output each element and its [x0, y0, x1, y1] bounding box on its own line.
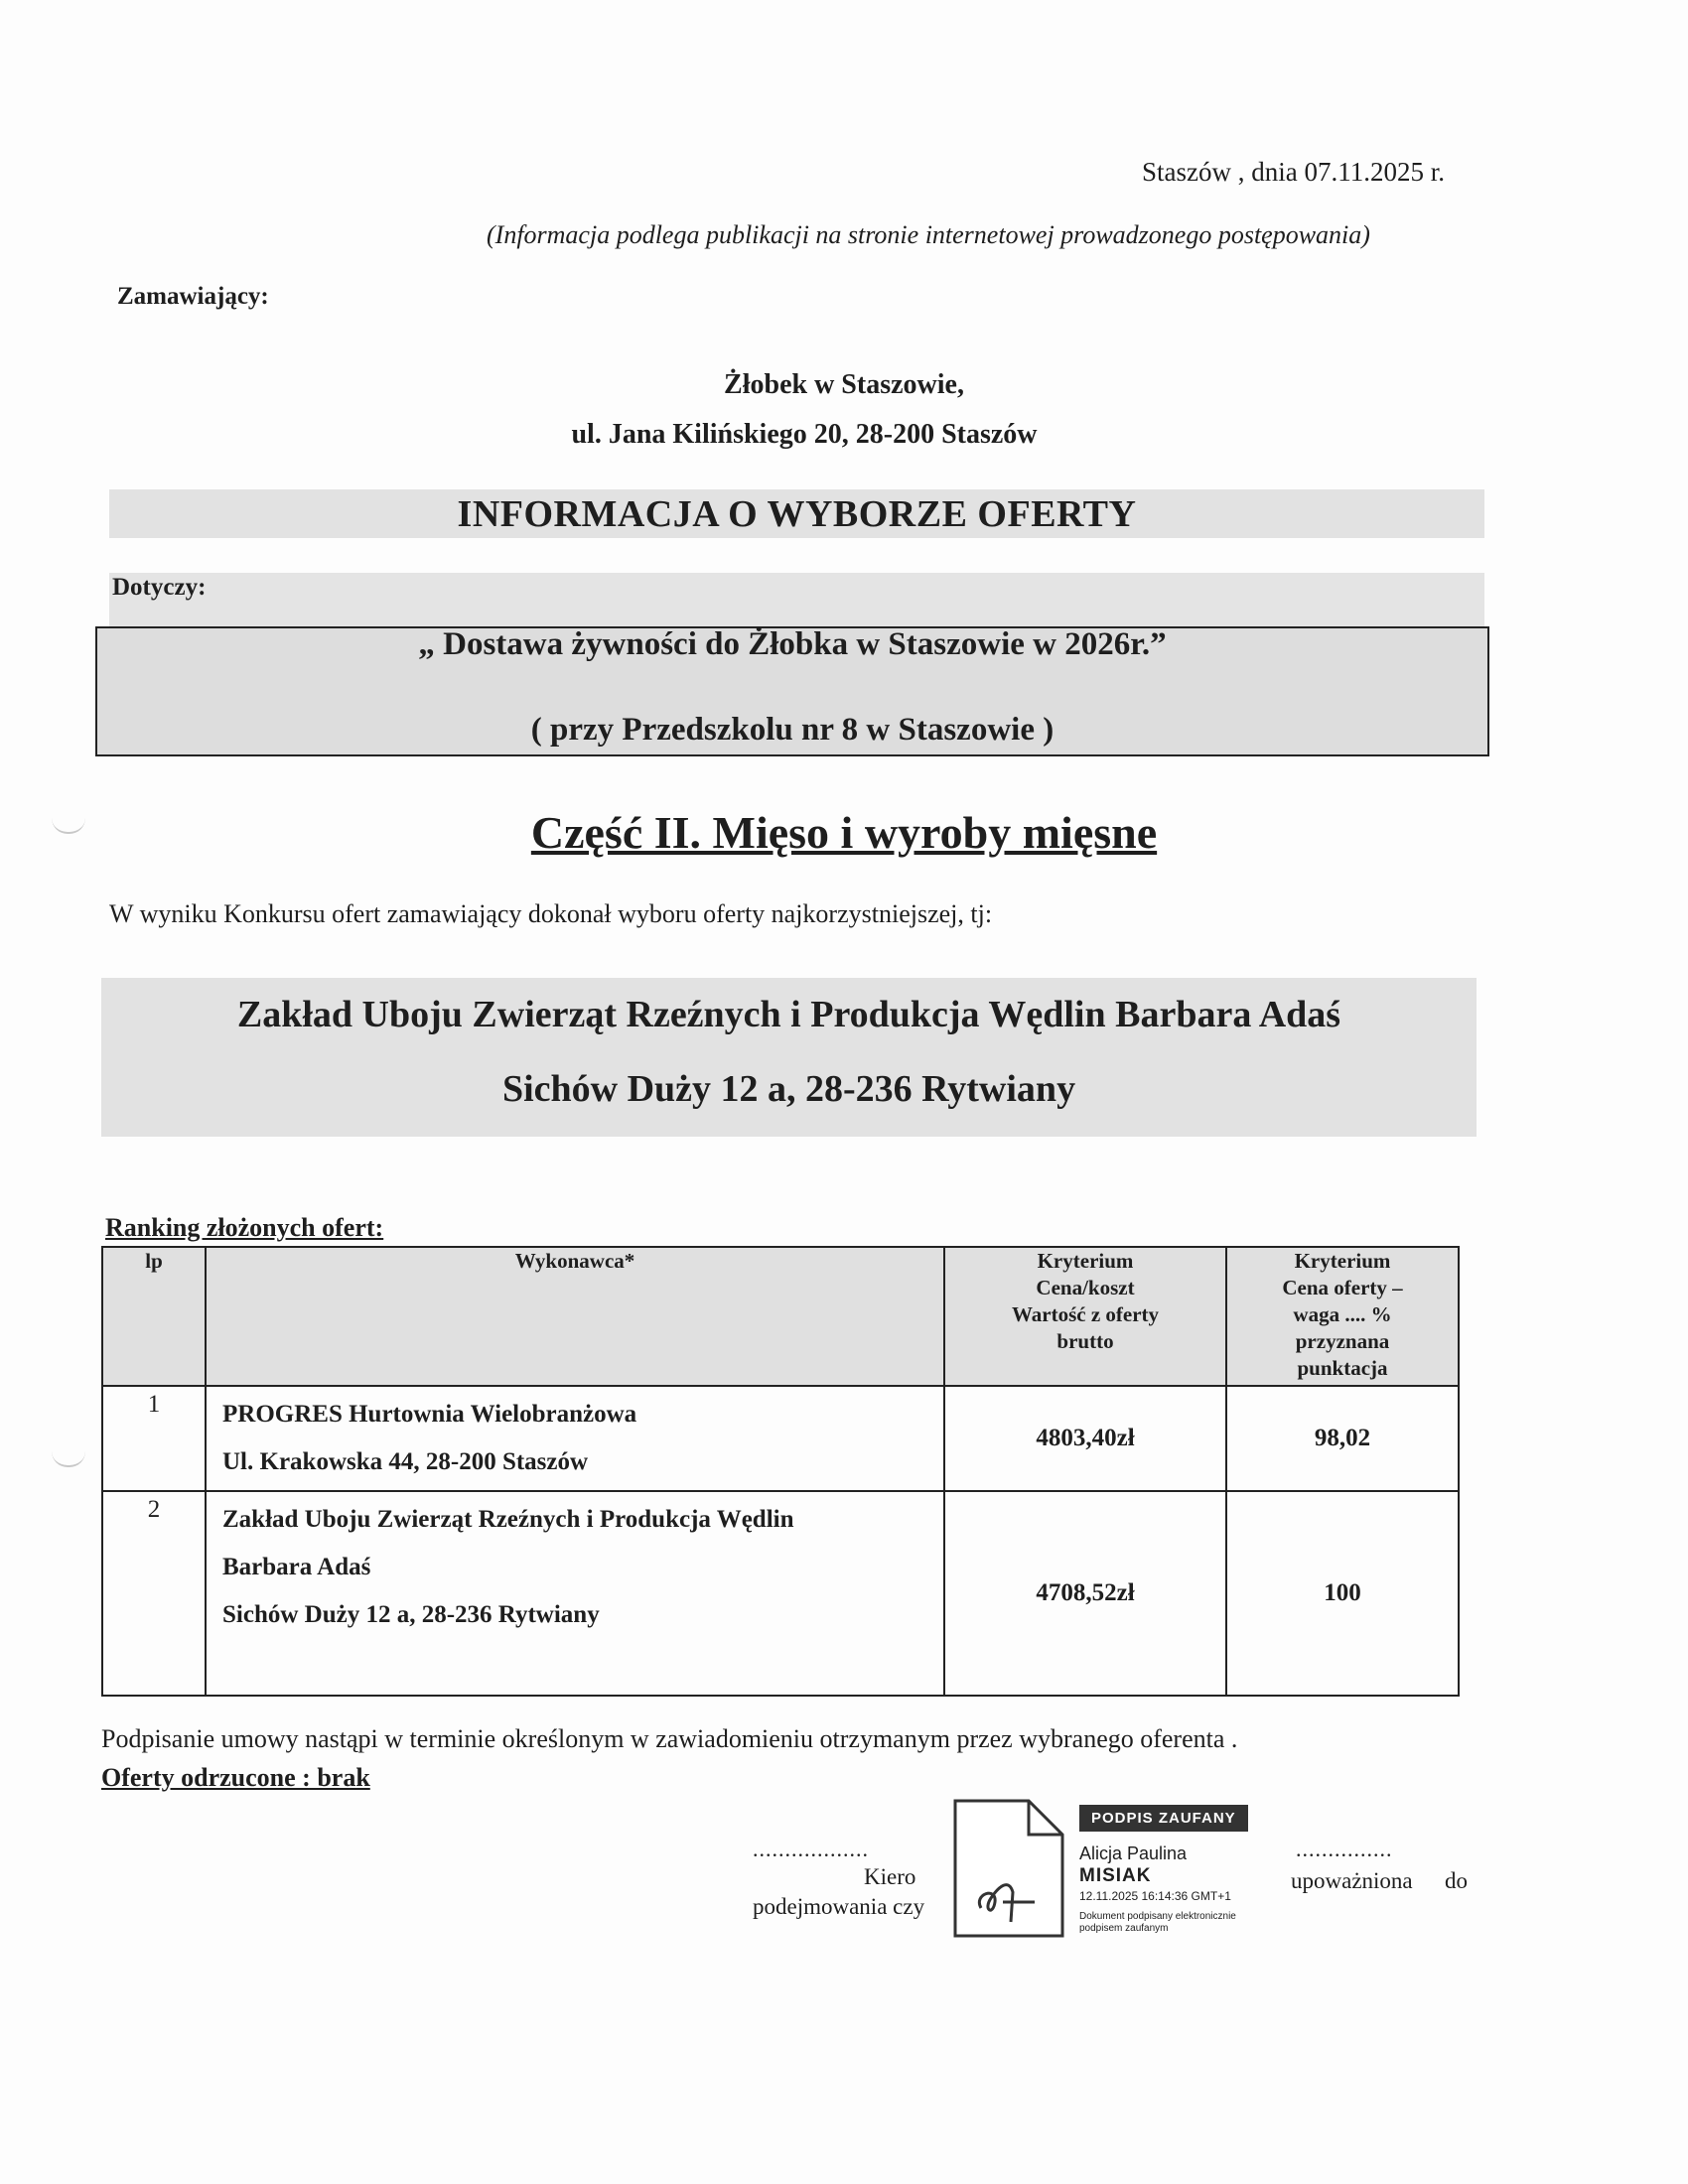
header-line: brutto — [1056, 1329, 1114, 1353]
document-title: INFORMACJA O WYBORZE OFERTY — [457, 493, 1137, 535]
header-line: Kryterium — [1294, 1249, 1391, 1273]
row-contractor — [206, 1491, 944, 1696]
concerns-label: Dotyczy: — [112, 574, 207, 601]
publication-note: (Informacja podlega publikacji na stronie internetowej prowadzonego postępowania) — [487, 220, 1370, 249]
date-line: Staszów , dnia 07.11.2025 r. — [1142, 157, 1445, 187]
contractor-line: Sichów Duży 12 a, 28-236 Rytwiany — [222, 1601, 600, 1628]
contractor-line: Ul. Krakowska 44, 28-200 Staszów — [222, 1448, 589, 1475]
header-contractor: Wykonawca* — [206, 1247, 944, 1386]
scan-artifact — [52, 1451, 85, 1467]
subject-subtitle: ( przy Przedszkolu nr 8 w Staszowie ) — [530, 712, 1055, 748]
row-lp: 2 — [102, 1491, 206, 1696]
signature-timestamp: 12.11.2025 16:14:36 GMT+1 — [1079, 1889, 1231, 1903]
row-points: 98,02 — [1226, 1386, 1459, 1491]
signatory-title-fragment: Kiero — [864, 1864, 916, 1889]
winner-address: Sichów Duży 12 a, 28-236 Rytwiany — [501, 1068, 1076, 1110]
ranking-table — [101, 1246, 1460, 1697]
header-line: Cena oferty – — [1282, 1276, 1403, 1299]
header-criterion-price — [944, 1247, 1226, 1386]
table-row — [102, 1491, 1459, 1696]
trusted-signature-badge: PODPIS ZAUFANY — [1079, 1805, 1248, 1832]
result-text: W wyniku Konkursu ofert zamawiający dokonał wyboru oferty najkorzystniejszej, tj: — [109, 899, 993, 928]
buyer-label: Zamawiający: — [117, 283, 269, 310]
row-contractor — [206, 1386, 944, 1491]
signature-note: podpisem zaufanym — [1079, 1923, 1169, 1934]
authorized-suffix: do — [1445, 1868, 1468, 1893]
winner-name: Zakład Uboju Zwierząt Rzeźnych i Produkcja Wędlin Barbara Adaś — [236, 994, 1341, 1035]
buyer-name: Żłobek w Staszowie, — [724, 369, 964, 400]
header-line: Cena/koszt — [1036, 1276, 1135, 1299]
header-line: przyznana — [1295, 1329, 1390, 1353]
contractor-line: Zakład Uboju Zwierząt Rzeźnych i Produkcja Wędlin — [222, 1506, 794, 1533]
row-value: 4803,40zł — [944, 1386, 1226, 1491]
row-value: 4708,52zł — [944, 1491, 1226, 1696]
part-title: Część II. Mięso i wyroby mięsne — [530, 807, 1158, 858]
rejected-offers: Oferty odrzucone : brak — [101, 1763, 370, 1792]
table-row — [102, 1386, 1459, 1491]
row-points: 100 — [1226, 1491, 1459, 1696]
contractor-line: PROGRES Hurtownia Wielobranżowa — [222, 1401, 637, 1428]
ranking-label: Ranking złożonych ofert: — [105, 1213, 384, 1242]
header-line: punktacja — [1297, 1356, 1388, 1380]
signer-first-names: Alicja Paulina — [1079, 1843, 1188, 1863]
table-header-row — [102, 1247, 1459, 1386]
signature-dots-right: ............... — [1296, 1837, 1393, 1861]
header-line: waga .... % — [1293, 1302, 1392, 1326]
header-lp: lp — [102, 1247, 206, 1386]
signer-surname: MISIAK — [1079, 1865, 1152, 1886]
header-line: Kryterium — [1037, 1249, 1134, 1273]
contract-signing-text: Podpisanie umowy nastąpi w terminie określonym w zawiadomieniu otrzymanym przez wybranego oferenta . — [101, 1724, 1238, 1753]
subject-title: „ Dostawa żywności do Żłobka w Staszowie w 2026r.” — [418, 626, 1167, 662]
signature-dots-left: .................. — [753, 1837, 869, 1861]
buyer-address: ul. Jana Kilińskiego 20, 28-200 Staszów — [571, 419, 1038, 450]
signatory-role-fragment: podejmowania czy — [753, 1894, 925, 1919]
signed-document-icon — [953, 1799, 1064, 1943]
header-line: Wartość z oferty — [1011, 1302, 1160, 1326]
row-lp: 1 — [102, 1386, 206, 1491]
header-criterion-points — [1226, 1247, 1459, 1386]
signature-note: Dokument podpisany elektronicznie — [1079, 1911, 1236, 1922]
concerns-band — [109, 573, 1484, 627]
authorized-label: upoważniona — [1291, 1868, 1413, 1893]
contractor-line: Barbara Adaś — [222, 1554, 371, 1580]
